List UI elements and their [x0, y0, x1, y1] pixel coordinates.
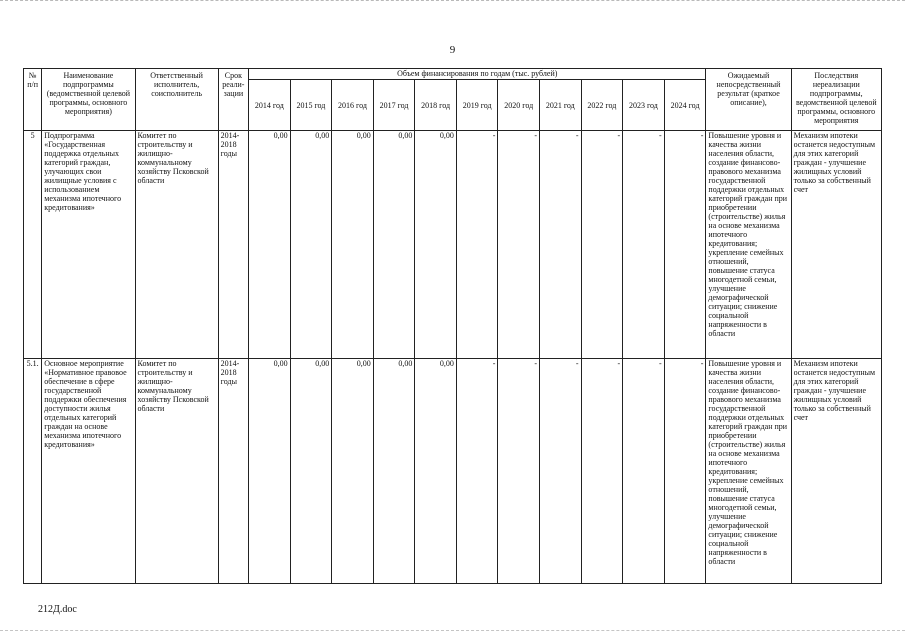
- page-number: 9: [449, 44, 456, 56]
- scan-edge-top: [0, 0, 905, 3]
- row-value: -: [664, 131, 706, 359]
- row-responsible: Комитет по строительству и жилищно-коммунальному хозяйству Псковской области: [135, 359, 218, 584]
- row-value: -: [581, 131, 623, 359]
- header-term: Срок реали-зации: [218, 69, 248, 131]
- row-value: -: [498, 131, 540, 359]
- header-year: 2022 год: [581, 80, 623, 131]
- file-name-footer: 212Д.doc: [38, 604, 77, 615]
- row-value: 0,00: [373, 359, 415, 584]
- header-number: № п/п: [24, 69, 42, 131]
- row-number: 5.1.: [24, 359, 42, 584]
- row-consequences: Механизм ипотеки останется недоступным для этих категорий граждан - улучшение жилищных условий только за собственный счет: [791, 131, 881, 359]
- header-year: 2021 год: [540, 80, 582, 131]
- table-row: [24, 131, 882, 359]
- row-result: Повышение уровня и качества жизни населения области, создание финансово-правового механизма государственной поддержки отдельных категорий граждан при приобретении (строительстве) жилья на основе механизма ипотечного кредитования; укрепление семейных отношений, повышение статуса многодетной семьи, улучшение демографической ситуации; снижение социальной напряженности в области: [706, 359, 791, 584]
- row-value: -: [664, 359, 706, 584]
- row-term: 2014-2018 годы: [218, 131, 248, 359]
- row-value: 0,00: [415, 359, 457, 584]
- row-name: Основное мероприятие «Нормативное правовое обеспечение в сфере государственной поддержки обеспечения доступности жилья отдельных категорий граждан на основе механизма ипотечного кредитования»: [42, 359, 135, 584]
- header-responsible: Ответственный исполнитель, соисполнитель: [135, 69, 218, 131]
- row-value: 0,00: [415, 131, 457, 359]
- row-value: -: [456, 359, 498, 584]
- row-value: -: [540, 131, 582, 359]
- row-value: 0,00: [332, 359, 374, 584]
- header-name: Наименование подпрограммы (ведомственной целевой программы, основного мероприятия): [42, 69, 135, 131]
- header-year: 2019 год: [456, 80, 498, 131]
- header-year: 2016 год: [332, 80, 374, 131]
- row-value: -: [623, 359, 665, 584]
- row-value: 0,00: [249, 359, 291, 584]
- row-value: -: [498, 359, 540, 584]
- row-value: 0,00: [249, 131, 291, 359]
- row-consequences: Механизм ипотеки останется недоступным для этих категорий граждан - улучшение жилищных условий только за собственный счет: [791, 359, 881, 584]
- row-number: 5: [24, 131, 42, 359]
- row-value: 0,00: [290, 131, 332, 359]
- row-value: 0,00: [332, 131, 374, 359]
- scan-edge-bottom: [0, 630, 905, 631]
- row-term: 2014-2018 годы: [218, 359, 248, 584]
- funding-table: [23, 68, 882, 584]
- header-consequences: Последствия нереализации подпрограммы, ведомственной целевой программы, основного мероприятия: [791, 69, 881, 131]
- header-result: Ожидаемый непосредственный результат (краткое описание),: [706, 69, 791, 131]
- row-result: Повышение уровня и качества жизни населения области, создание финансово-правового механизма государственной поддержки отдельных категорий граждан при приобретении (строительстве) жилья на основе механизма ипотечного кредитования; укрепление семейных отношений, повышение статуса многодетной семьи, улучшение демографической ситуации; снижение социальной напряженности в области: [706, 131, 791, 359]
- row-value: 0,00: [290, 359, 332, 584]
- header-year: 2017 год: [373, 80, 415, 131]
- row-responsible: Комитет по строительству и жилищно-коммунальному хозяйству Псковской области: [135, 131, 218, 359]
- row-value: -: [623, 131, 665, 359]
- header-year: 2023 год: [623, 80, 665, 131]
- row-value: -: [456, 131, 498, 359]
- row-name: Подпрограмма «Государственная поддержка отдельных категорий граждан, улучающих свои жилищные условия с использованием механизма ипотечного кредитования»: [42, 131, 135, 359]
- row-value: -: [581, 359, 623, 584]
- header-year: 2015 год: [290, 80, 332, 131]
- row-value: 0,00: [373, 131, 415, 359]
- header-year: 2014 год: [249, 80, 291, 131]
- header-year: 2018 год: [415, 80, 457, 131]
- header-year: 2020 год: [498, 80, 540, 131]
- row-value: -: [540, 359, 582, 584]
- header-funding: Объем финансирования по годам (тыс. рублей): [249, 69, 706, 80]
- header-year: 2024 год: [664, 80, 706, 131]
- table-row: [24, 359, 882, 584]
